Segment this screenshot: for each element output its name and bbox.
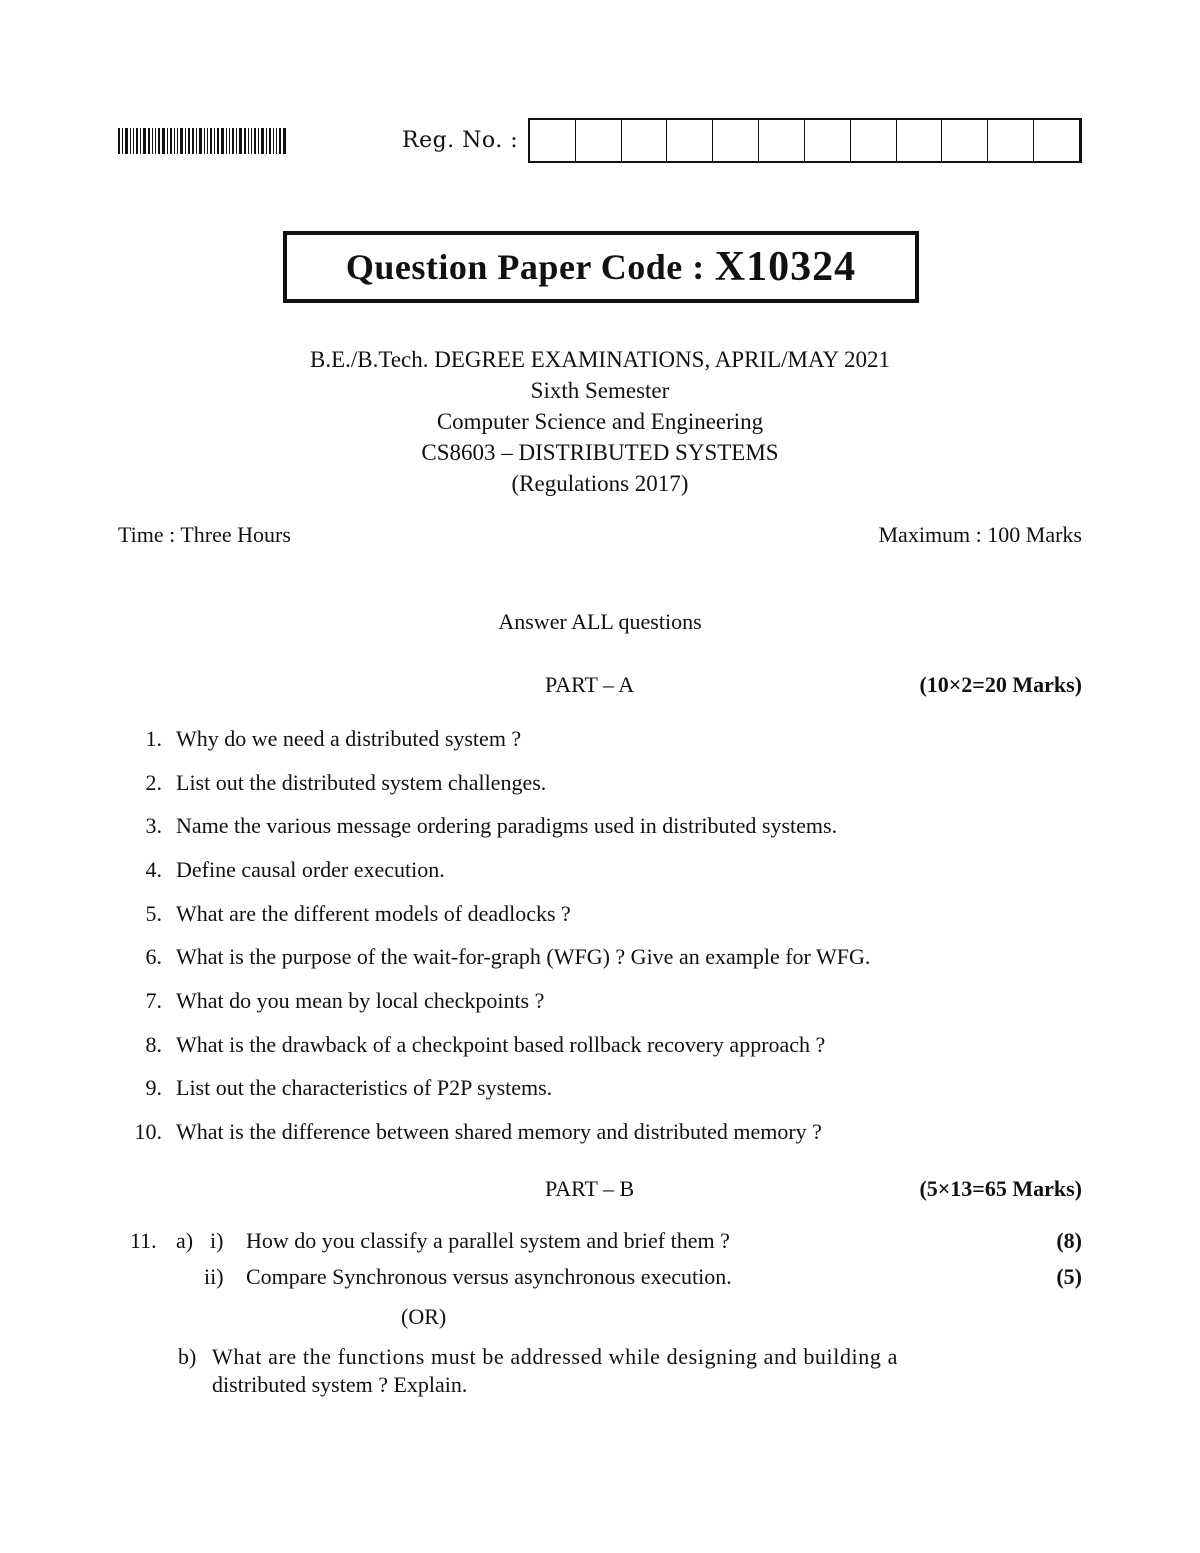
barcode-bar — [130, 128, 131, 154]
reg-no-box — [713, 120, 759, 161]
question-number: 1. — [145, 725, 162, 751]
question-text: What is the drawback of a checkpoint based rollback recovery approach ? — [176, 1031, 826, 1057]
barcode-bar — [167, 128, 168, 154]
question-text: What do you mean by local checkpoints ? — [176, 987, 545, 1013]
part-b-title: PART – B — [545, 1176, 635, 1201]
barcode-bar — [185, 128, 186, 154]
barcode-bar — [140, 128, 141, 154]
barcode-bar — [158, 128, 160, 154]
question-11a-i-marks: (8) — [1056, 1228, 1082, 1253]
barcode-bar — [226, 128, 227, 154]
reg-no-box — [851, 120, 897, 161]
question-text: Why do we need a distributed system ? — [176, 725, 522, 751]
question-text: What is the purpose of the wait-for-graph (WFG) ? Give an example for WFG. — [176, 944, 871, 970]
barcode-bar — [244, 128, 246, 154]
question-number: 3. — [145, 813, 162, 839]
barcode-bar — [170, 128, 172, 154]
question-11a-ii-marks: (5) — [1056, 1264, 1082, 1289]
question-number: 8. — [145, 1031, 162, 1057]
question-11a-i-text: How do you classify a parallel system and brief them ? — [246, 1228, 730, 1253]
reg-no-box — [805, 120, 851, 161]
barcode-bar — [133, 128, 134, 154]
barcode-bar — [248, 128, 249, 154]
reg-no-boxes — [528, 118, 1082, 163]
barcode-bar — [273, 128, 274, 154]
barcode-bar — [258, 128, 259, 154]
barcode-bar — [207, 128, 208, 154]
question-item — [118, 848, 1082, 892]
question-11a-ii-label: ii) — [204, 1264, 224, 1289]
barcode-bar — [162, 128, 165, 154]
question-11b-label: b) — [178, 1344, 197, 1369]
code-value: X10324 — [714, 244, 857, 290]
barcode-bar — [196, 128, 197, 154]
barcode-bar — [217, 128, 219, 154]
barcode-bar — [122, 128, 123, 154]
barcode-bar — [143, 128, 146, 154]
part-b-marks: (5×13=65 Marks) — [919, 1176, 1082, 1201]
reg-no-box — [897, 120, 943, 161]
time-allowed: Time : Three Hours — [118, 522, 291, 547]
semester: Sixth Semester — [530, 378, 670, 403]
question-item — [118, 804, 1082, 848]
barcode-bar — [125, 128, 128, 154]
regulations: (Regulations 2017) — [511, 471, 689, 496]
reg-no-box — [576, 120, 622, 161]
part-a-questions — [118, 717, 1082, 1154]
barcode-bar — [251, 128, 252, 154]
barcode-bar — [118, 128, 120, 154]
exam-header — [0, 344, 1200, 499]
exam-title: B.E./B.Tech. DEGREE EXAMINATIONS, APRIL/MAY 2021 — [310, 347, 890, 372]
course-code: CS8603 – DISTRIBUTED SYSTEMS — [421, 440, 779, 465]
barcode-bar — [155, 128, 156, 154]
barcode-bar — [279, 128, 281, 154]
reg-no-box — [942, 120, 988, 161]
reg-no-box — [759, 120, 805, 161]
question-11a-ii-text: Compare Synchronous versus asynchronous execution. — [246, 1264, 732, 1289]
question-number: 10. — [134, 1119, 162, 1145]
barcode-bar — [229, 128, 230, 154]
reg-no-label: Reg. No. : — [402, 128, 519, 153]
barcode-bar — [236, 128, 237, 154]
reg-no-box — [988, 120, 1034, 161]
barcode-bar — [254, 128, 256, 154]
barcode-bar — [188, 128, 190, 154]
question-item — [118, 935, 1082, 979]
question-number: 7. — [145, 987, 162, 1013]
question-item — [118, 1067, 1082, 1111]
barcode-bar — [283, 128, 286, 154]
question-item — [118, 1110, 1082, 1154]
barcode-bar — [261, 128, 264, 154]
question-item — [118, 1023, 1082, 1067]
question-text: Name the various message ordering paradigms used in distributed systems. — [176, 813, 838, 839]
question-text: What is the difference between shared memory and distributed memory ? — [176, 1119, 822, 1145]
question-number: 2. — [145, 769, 162, 795]
question-11b-text-line1: What are the functions must be addressed while designing and building a — [212, 1344, 898, 1369]
question-text: Define causal order execution. — [176, 856, 445, 882]
question-number: 5. — [145, 900, 162, 926]
reg-no-box — [530, 120, 576, 161]
question-text: What are the different models of deadlocks ? — [176, 900, 571, 926]
question-11a-label: a) — [176, 1228, 194, 1253]
question-item — [118, 892, 1082, 936]
barcode-bar — [136, 128, 138, 154]
question-number: 6. — [145, 944, 162, 970]
barcode-bar — [239, 128, 242, 154]
barcode-bar — [204, 128, 205, 154]
instruction: Answer ALL questions — [498, 609, 702, 634]
question-text: List out the distributed system challenges. — [176, 769, 547, 795]
question-11b-text-line2: distributed system ? Explain. — [212, 1372, 468, 1397]
barcode-bar — [199, 128, 202, 154]
barcode-bar — [266, 128, 267, 154]
barcode-bar — [276, 128, 277, 154]
maximum-marks: Maximum : 100 Marks — [878, 522, 1082, 547]
question-text: List out the characteristics of P2P systems. — [176, 1075, 553, 1101]
question-item — [118, 717, 1082, 761]
barcode-bar — [192, 128, 194, 154]
question-11a-i-label: i) — [210, 1228, 224, 1253]
reg-no-box — [622, 120, 668, 161]
or-separator: (OR) — [401, 1304, 447, 1329]
barcode-bar — [148, 128, 150, 154]
question-item — [118, 979, 1082, 1023]
reg-no-box — [1034, 120, 1079, 161]
question-number: 9. — [145, 1075, 162, 1101]
department: Computer Science and Engineering — [436, 409, 764, 434]
reg-no-box — [667, 120, 713, 161]
barcode-bar — [180, 128, 183, 154]
part-a-title: PART – A — [545, 672, 635, 697]
barcode-bar — [174, 128, 175, 154]
question-11-number: 11. — [130, 1228, 157, 1253]
barcode-bar — [232, 128, 234, 154]
barcode-bar — [210, 128, 212, 154]
barcode-bar — [221, 128, 224, 154]
question-paper-code-box — [283, 231, 919, 303]
barcode-bar — [269, 128, 271, 154]
code-label: Question Paper Code : — [345, 247, 705, 287]
barcode-bar — [152, 128, 153, 154]
barcode-image — [118, 128, 294, 154]
question-number: 4. — [145, 856, 162, 882]
part-a-marks: (10×2=20 Marks) — [919, 672, 1082, 697]
barcode-bar — [177, 128, 178, 154]
barcode-bar — [214, 128, 215, 154]
question-item — [118, 761, 1082, 805]
